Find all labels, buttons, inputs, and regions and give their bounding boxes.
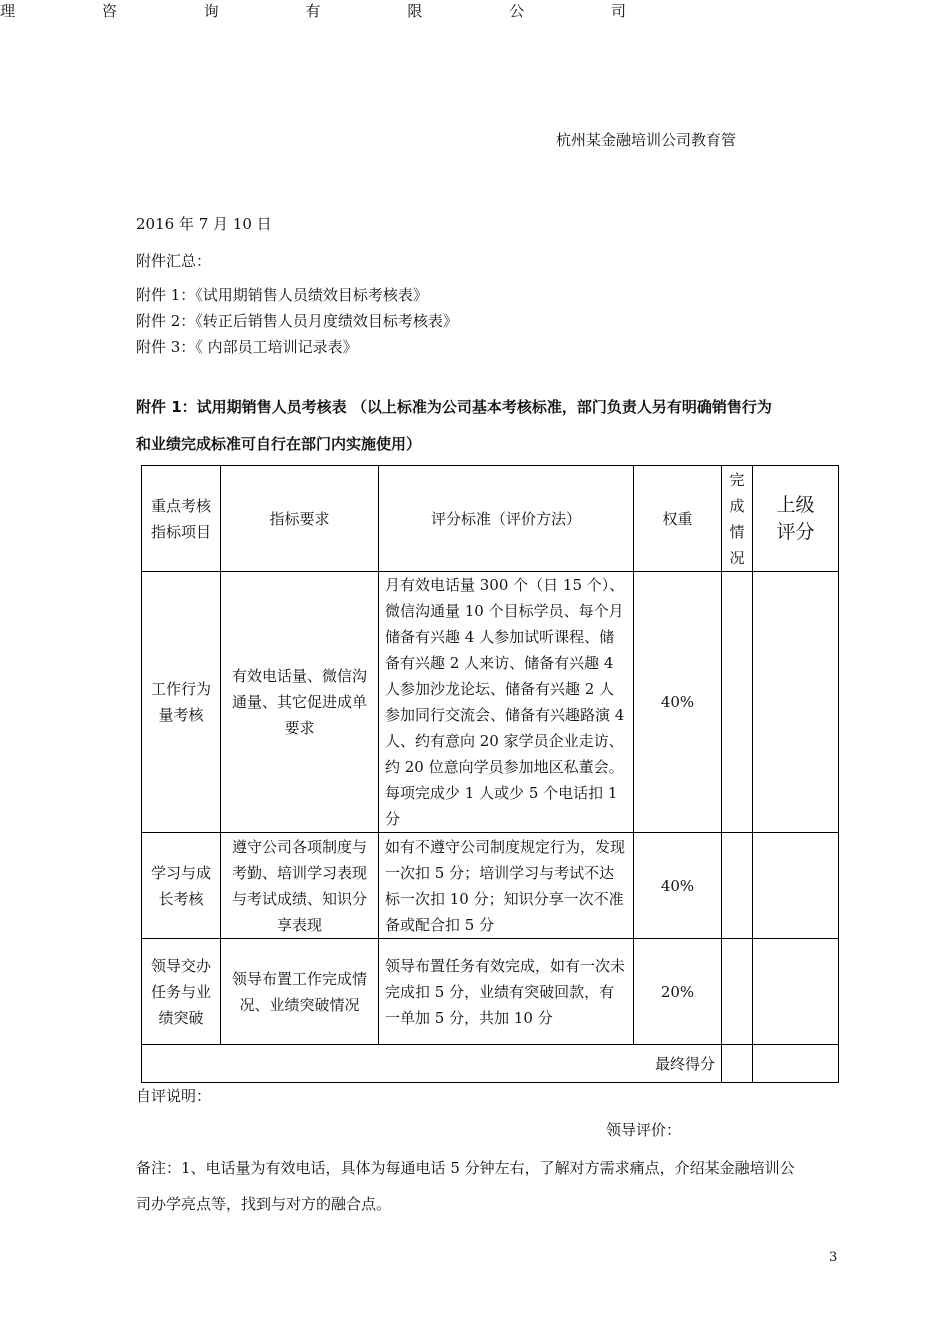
leader-evaluation-label: 领导评价： (606, 1121, 682, 1139)
row-weight: 40% (634, 572, 722, 833)
company-name-part2 (0, 0, 626, 21)
attachments-title: 附件汇总： (136, 252, 212, 270)
company-char: 司 (610, 2, 626, 20)
row-weight: 40% (634, 833, 722, 939)
row-score[interactable] (753, 939, 839, 1045)
final-score-label: 最终得分 (142, 1045, 722, 1083)
row-requirement: 有效电话量、微信沟通量、其它促进成单要求 (221, 572, 379, 833)
row-score[interactable] (753, 572, 839, 833)
company-char: 咨 (101, 2, 117, 20)
note-line1: 备注：1、电话量为有效电话，具体为每通电话 5 分钟左右，了解对方需求痛点，介绍某金融培训公 (136, 1159, 795, 1177)
header-score: 上级评分 (753, 466, 839, 572)
page-number: 3 (829, 1250, 838, 1265)
row-completion[interactable] (722, 833, 753, 939)
row-completion[interactable] (722, 572, 753, 833)
header-weight: 权重 (634, 466, 722, 572)
table-row (142, 939, 839, 1045)
header-completion: 完成情况 (722, 466, 753, 572)
header-requirement: 指标要求 (221, 466, 379, 572)
row-completion[interactable] (722, 939, 753, 1045)
row-criteria: 月有效电话量 300 个（日 15 个）、微信沟通量 10 个目标学员、每个月储备有兴趣 4 人参加试听课程、储备有兴趣 2 人来访、储备有兴趣 4 人参加沙龙论坛、储备有兴趣 2 人参加同行交流会、储备有兴趣路演 4 人、约有意向 20 家学员企业走访、约 20 位意向学员参加地区私董会。每项完成少 1 人或少 5 个电话扣 1 分 (379, 572, 634, 833)
header-item: 重点考核指标项目 (142, 466, 221, 572)
section-title-line1: 附件 1：试用期销售人员考核表 （以上标准为公司基本考核标准，部门负责人另有明确销售行为 (136, 398, 772, 416)
note-line2: 司办学亮点等，找到与对方的融合点。 (136, 1195, 392, 1213)
self-evaluation-label: 自评说明： (136, 1087, 212, 1105)
company-char: 理 (0, 2, 16, 20)
final-score-row (142, 1045, 839, 1083)
final-completion[interactable] (722, 1045, 753, 1083)
assessment-table (141, 465, 839, 1083)
company-name-part1: 杭州某金融培训公司教育管 (556, 131, 737, 149)
row-requirement: 遵守公司各项制度与考勤、培训学习表现与考试成绩、知识分享表现 (221, 833, 379, 939)
company-char: 询 (203, 2, 219, 20)
attachment-item: 附件 2：《转正后销售人员月度绩效目标考核表》 (136, 312, 458, 330)
row-item: 工作行为量考核 (142, 572, 221, 833)
row-criteria: 领导布置任务有效完成，如有一次未完成扣 5 分，业绩有突破回款，有一单加 5 分，共加 10 分 (379, 939, 634, 1045)
table-header-row (142, 466, 839, 572)
section-title-line2: 和业绩完成标准可自行在部门内实施使用） (136, 435, 422, 453)
row-criteria: 如有不遵守公司制度规定行为，发现一次扣 5 分；培训学习与考试不达标一次扣 10 分；知识分享一次不准备或配合扣 5 分 (379, 833, 634, 939)
company-char: 公 (509, 2, 525, 20)
header-criteria: 评分标准（评价方法） (379, 466, 634, 572)
row-item: 学习与成长考核 (142, 833, 221, 939)
company-char: 限 (407, 2, 423, 20)
document-date: 2016 年 7 月 10 日 (136, 215, 272, 233)
attachment-item: 附件 3：《 内部员工培训记录表》 (136, 338, 358, 356)
row-score[interactable] (753, 833, 839, 939)
final-score-value[interactable] (753, 1045, 839, 1083)
table-row (142, 572, 839, 833)
table-row (142, 833, 839, 939)
row-requirement: 领导布置工作完成情况、业绩突破情况 (221, 939, 379, 1045)
row-item: 领导交办任务与业绩突破 (142, 939, 221, 1045)
attachment-item: 附件 1：《试用期销售人员绩效目标考核表》 (136, 286, 428, 304)
row-weight: 20% (634, 939, 722, 1045)
company-char: 有 (305, 2, 321, 20)
